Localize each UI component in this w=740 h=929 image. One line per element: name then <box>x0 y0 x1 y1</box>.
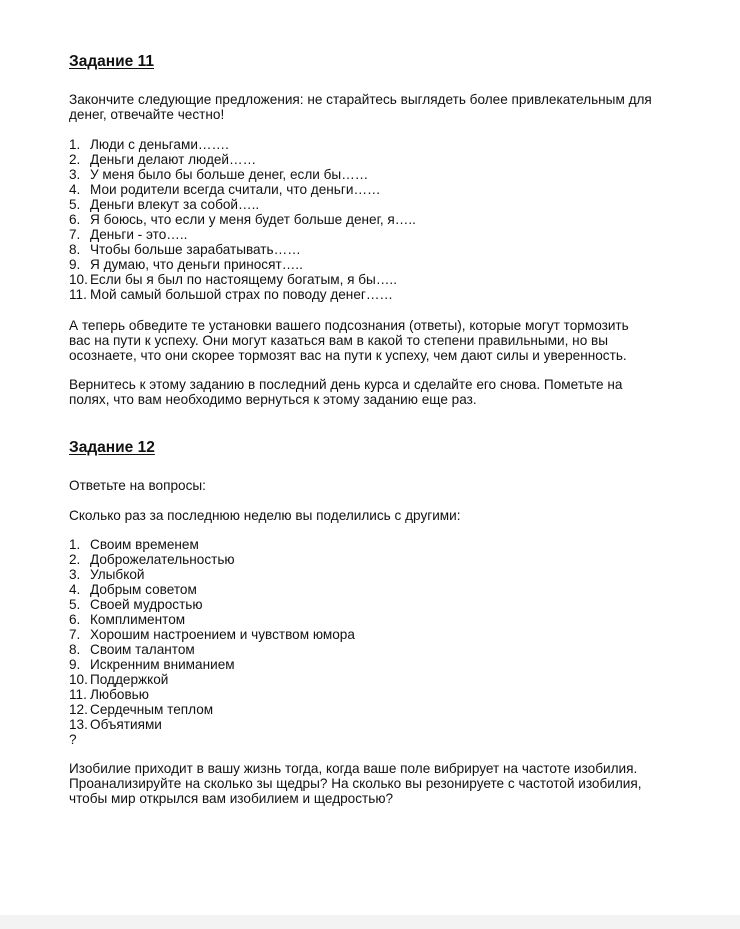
list-item-number: 3. <box>69 167 81 182</box>
list-item-text: Искренним вниманием <box>90 657 235 672</box>
list-item <box>69 287 416 302</box>
list-item-text: Поддержкой <box>90 672 169 687</box>
list-item <box>69 182 416 197</box>
list-item-number: 10. <box>69 272 88 287</box>
list-item <box>69 627 355 642</box>
list-item-number: 8. <box>69 642 81 657</box>
list-item <box>69 567 355 582</box>
list-item-text: Деньги делают людей…… <box>90 152 257 167</box>
list-item-text: Своей мудростью <box>90 597 203 612</box>
list-item-number: 1. <box>69 537 81 552</box>
list-item <box>69 242 416 257</box>
list-item <box>69 257 416 272</box>
list-item <box>69 597 355 612</box>
list-item-text: Я боюсь, что если у меня будет больше денег, я….. <box>90 212 416 227</box>
list-item-text: Улыбкой <box>90 567 145 582</box>
list-item-number: 9. <box>69 257 81 272</box>
list-item <box>69 212 416 227</box>
list-item-number: 6. <box>69 212 81 227</box>
task-11-paragraph-1: А теперь обведите те установки вашего подсознания (ответы), которые могут тормозить вас на пути к успеху. Они могут казаться вам в какой то степени правильными, но вы осознаете, что они скорее тормозят вас на пути к успеху, чем дают силы и уверенность. <box>69 318 629 363</box>
list-item-number: 6. <box>69 612 81 627</box>
list-item <box>69 702 355 717</box>
list-item <box>69 717 355 732</box>
task-12-closing: Изобилие приходит в вашу жизнь тогда, когда ваше поле вибрирует на частоте изобилия. Проанализируйте на сколько зы щедры? На сколько вы резонируете с частотой изобилия, чтобы мир открылся вам изобилием и щедростью? <box>69 761 642 806</box>
list-item-number: 7. <box>69 627 81 642</box>
list-item-number: 10. <box>69 672 88 687</box>
list-item-number: 7. <box>69 227 81 242</box>
task-11-intro: Закончите следующие предложения: не старайтесь выглядеть более привлекательным для денег, отвечайте честно! <box>69 92 652 122</box>
list-item-number: ? <box>69 732 77 747</box>
list-item-text: Комплиментом <box>90 612 186 627</box>
list-item-text: Чтобы больше зарабатывать…… <box>90 242 301 257</box>
list-item-number: 11. <box>69 687 87 702</box>
list-item-text: Люди с деньгами……. <box>90 137 229 152</box>
list-item-text: Любовью <box>90 687 149 702</box>
list-item-text: У меня было бы больше денег, если бы…… <box>90 167 369 182</box>
page-bottom-edge <box>0 915 740 929</box>
task-11-paragraph-2: Вернитесь к этому заданию в последний день курса и сделайте его снова. Пометьте на полях, что вам необходимо вернуться к этому заданию еще раз. <box>69 377 623 407</box>
list-item-text: Я думаю, что деньги приносят….. <box>90 257 303 272</box>
list-item <box>69 672 355 687</box>
list-item <box>69 197 416 212</box>
list-item <box>69 167 416 182</box>
list-item-number: 3. <box>69 567 81 582</box>
list-item-number: 9. <box>69 657 81 672</box>
list-item-number: 4. <box>69 182 81 197</box>
task-12-question: Ответьте на вопросы: <box>69 478 206 493</box>
list-item-text: Мои родители всегда считали, что деньги…… <box>90 182 381 197</box>
list-item-number: 5. <box>69 597 81 612</box>
list-item <box>69 657 355 672</box>
list-item-number: 8. <box>69 242 81 257</box>
list-item-number: 13. <box>69 717 88 732</box>
list-item <box>69 552 355 567</box>
list-item-text: Своим временем <box>90 537 199 552</box>
list-item <box>69 227 416 242</box>
list-item-text: Если бы я был по настоящему богатым, я бы….. <box>90 272 397 287</box>
list-item <box>69 687 355 702</box>
list-item-text: Мой самый большой страх по поводу денег…… <box>90 287 394 302</box>
task-12-list <box>69 537 355 747</box>
list-item <box>69 272 416 287</box>
list-item <box>69 582 355 597</box>
list-item <box>69 732 355 747</box>
task-12-heading: Задание 12 <box>69 439 155 456</box>
list-item-number: 2. <box>69 552 81 567</box>
list-item <box>69 152 416 167</box>
list-item <box>69 612 355 627</box>
list-item-number: 2. <box>69 152 81 167</box>
list-item-number: 5. <box>69 197 81 212</box>
list-item <box>69 537 355 552</box>
list-item-text: Добрым советом <box>90 582 197 597</box>
task-11-list <box>69 137 416 302</box>
list-item-text: Деньги - это….. <box>90 227 188 242</box>
list-item-text: Хорошим настроением и чувством юмора <box>90 627 355 642</box>
list-item-text: Своим талантом <box>90 642 195 657</box>
list-item-text: Деньги влекут за собой….. <box>90 197 260 212</box>
task-11-heading: Задание 11 <box>69 53 154 70</box>
list-item <box>69 642 355 657</box>
list-item-text: Объятиями <box>90 717 162 732</box>
list-item-number: 11. <box>69 287 87 302</box>
list-item-number: 12. <box>69 702 88 717</box>
list-item-number: 1. <box>69 137 81 152</box>
list-item-text: Сердечным теплом <box>90 702 214 717</box>
list-item <box>69 137 416 152</box>
task-12-subquestion: Сколько раз за последнюю неделю вы поделились с другими: <box>69 508 461 523</box>
list-item-number: 4. <box>69 582 81 597</box>
list-item-text: Доброжелательностью <box>90 552 235 567</box>
